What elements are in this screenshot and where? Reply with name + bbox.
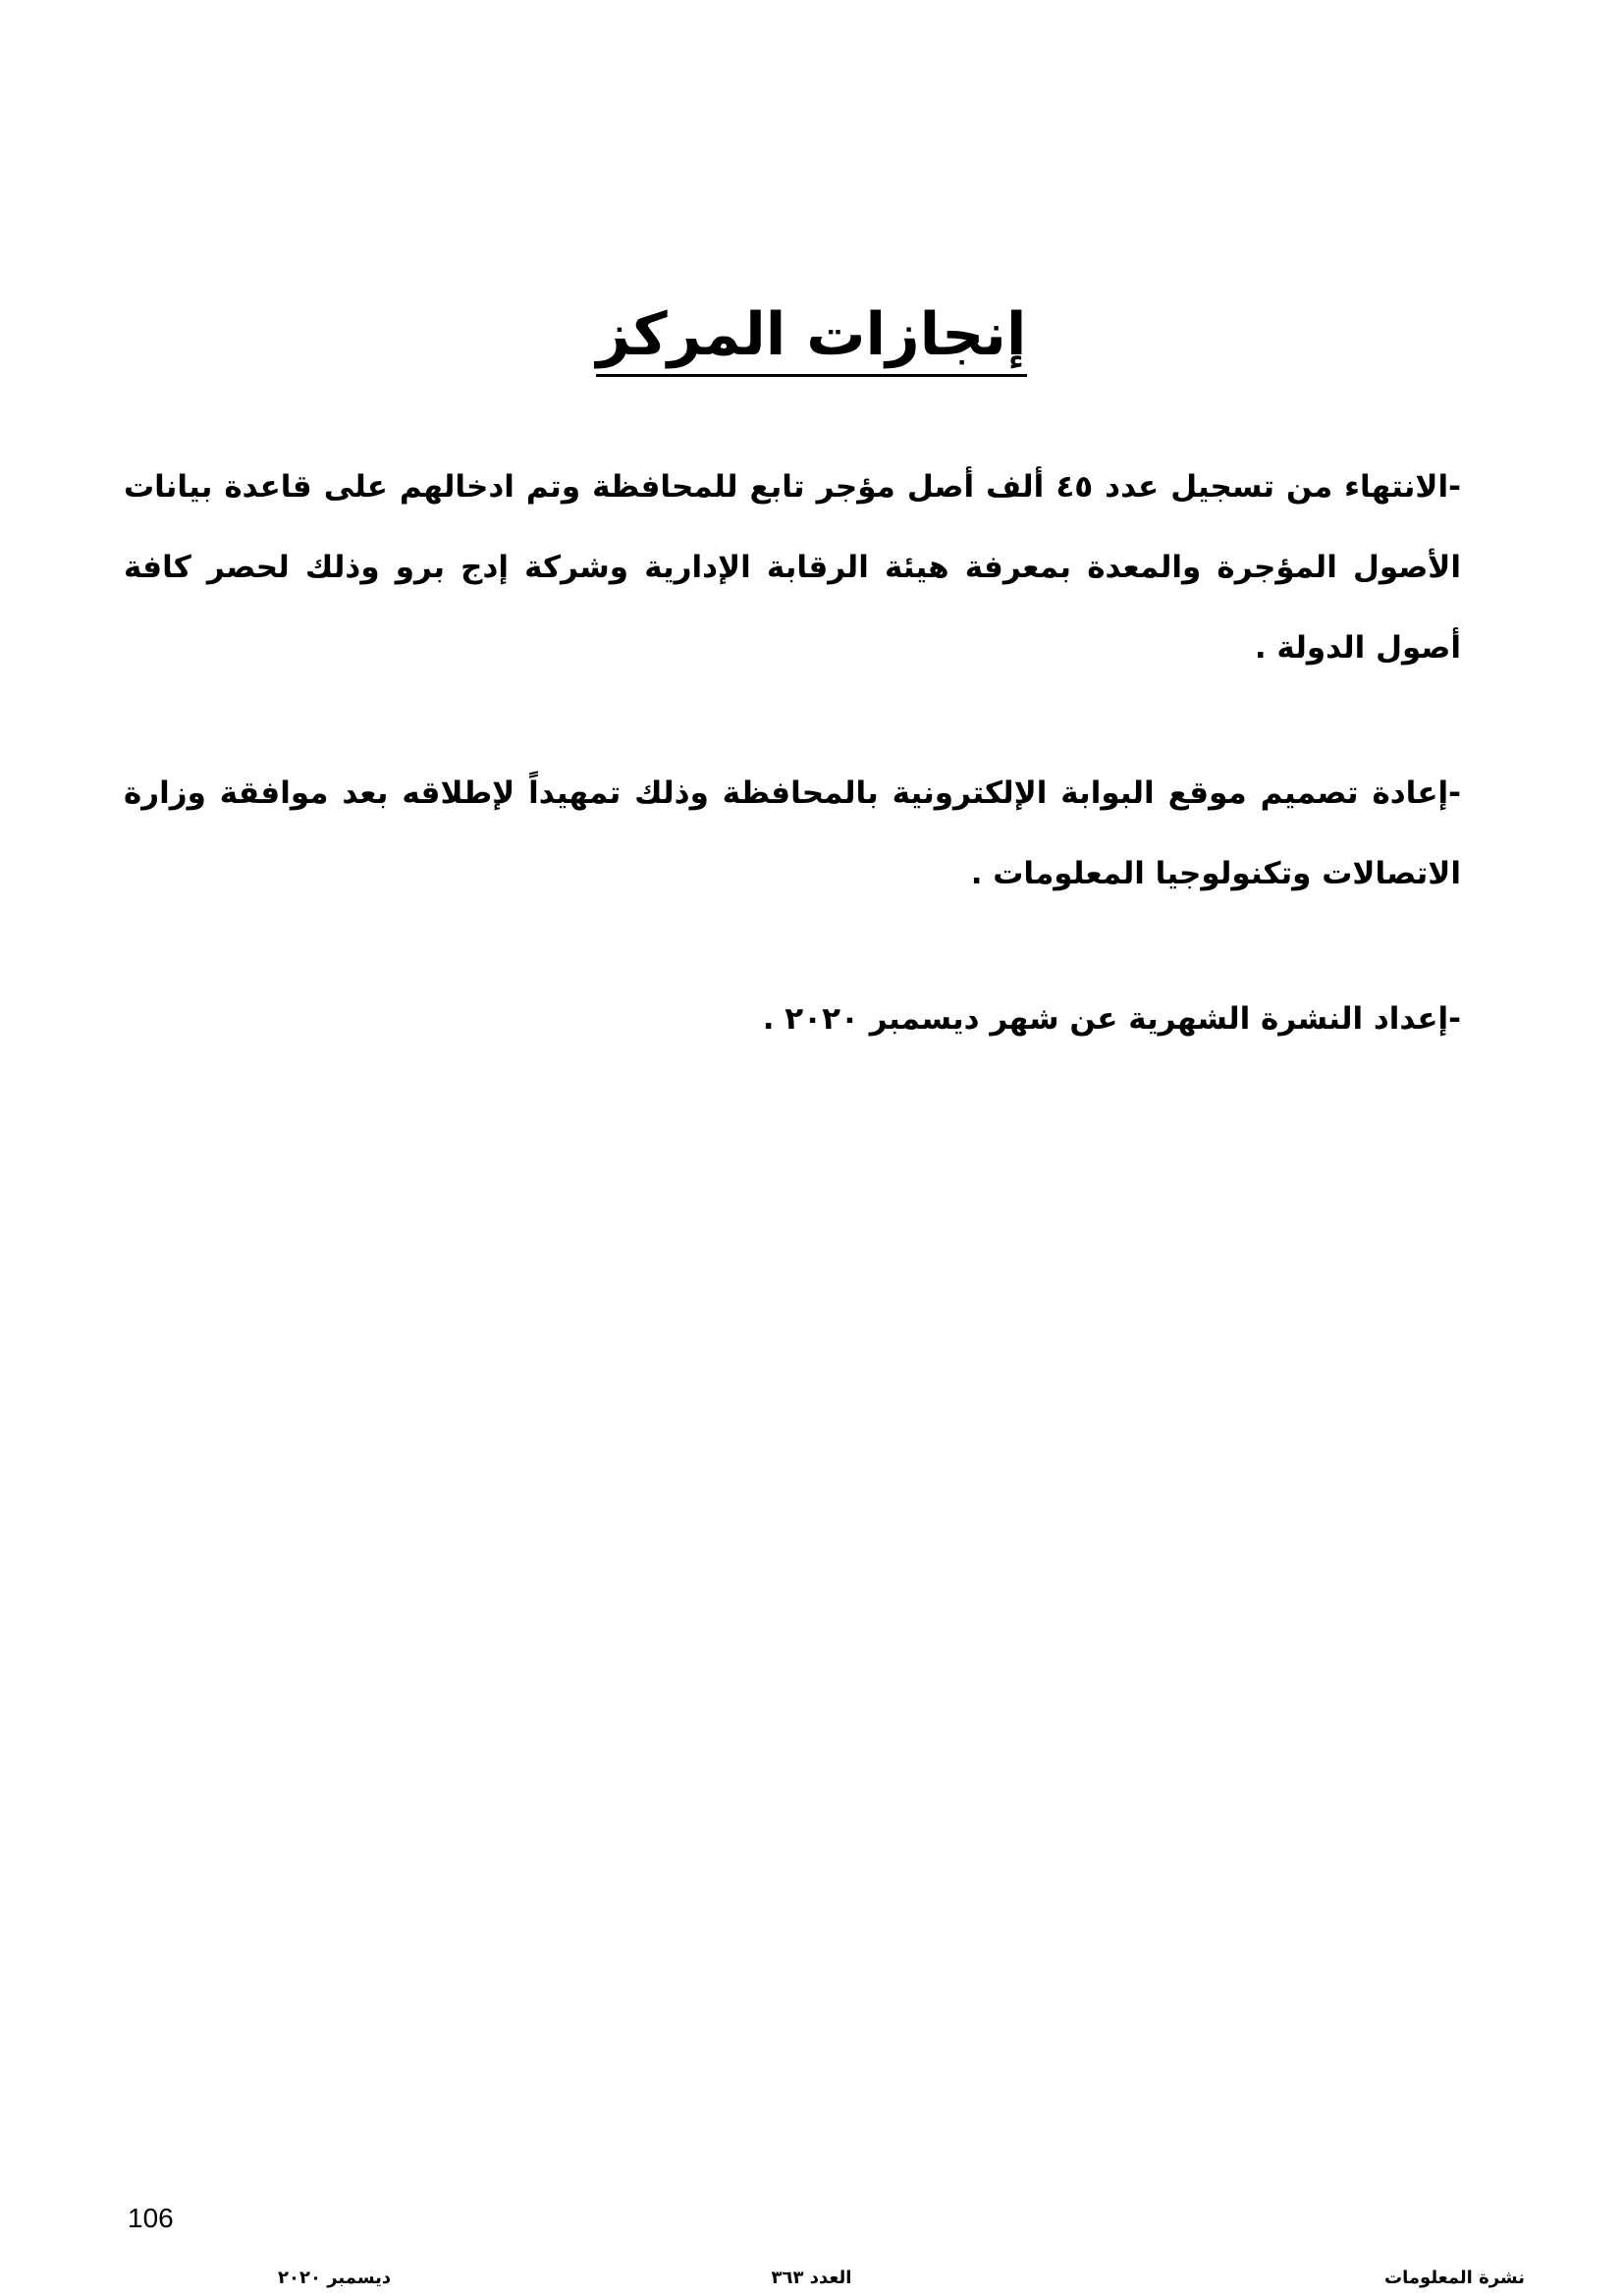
achievement-paragraph-2: -إعادة تصميم موقع البوابة الإلكترونية بالمحافظة وذلك تمهيداً لإطلاقه بعد موافقة وزارة الاتصالات وتكنولوجيا المعلومات . [124,775,1461,891]
page-number: 106 [128,2203,174,2233]
footer-issue-number: العدد ٣٦٣ [771,2268,852,2288]
achievement-paragraph-1: -الانتهاء من تسجيل عدد ٤٥ ألف أصل مؤجر تابع للمحافظة وتم ادخالهم على قاعدة بيانات الأصول المؤجرة والمعدة بمعرفة هيئة الرقابة الإدارية وشركة إدج برو وذلك لحصر كافة أصول الدولة . [124,469,1461,666]
achievement-paragraph-3: -إعداد النشرة الشهرية عن شهر ديسمبر ٢٠٢٠ . [762,1001,1461,1037]
title-container [0,299,1623,377]
footer-publication-name: نشرة المعلومات [1384,2268,1525,2288]
footer-date: ديسمبر ٢٠٢٠ [278,2268,392,2288]
achievements-list [124,447,1461,1059]
page-title: إنجازات المركز [596,299,1026,377]
